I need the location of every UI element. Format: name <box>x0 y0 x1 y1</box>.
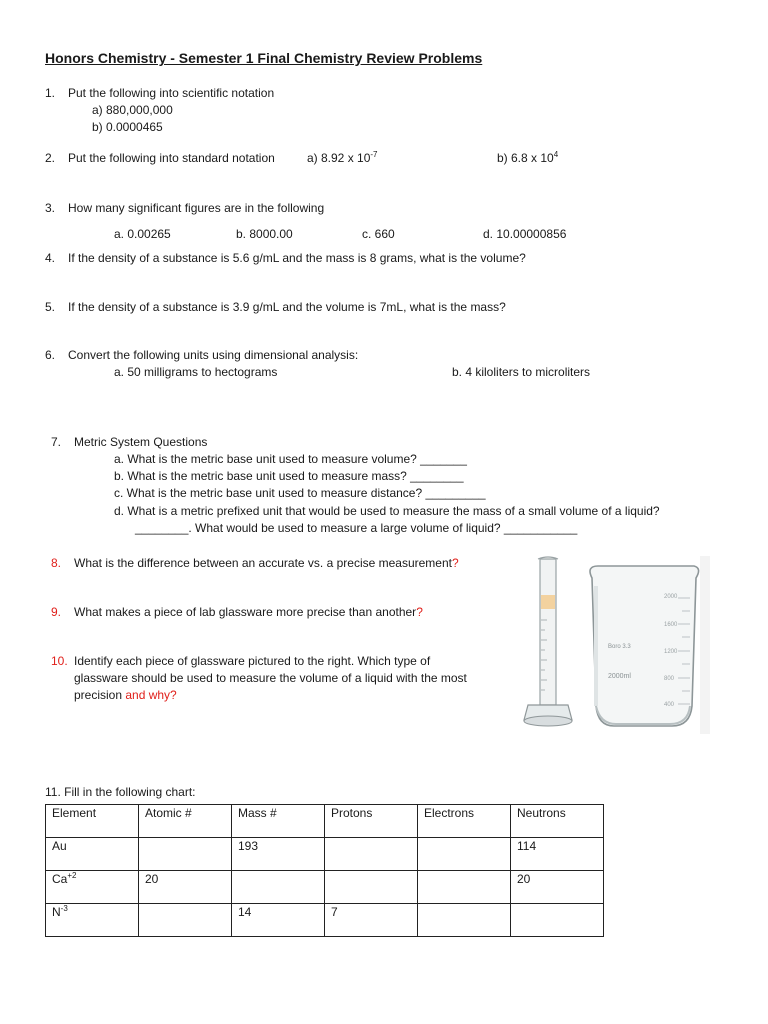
q7-option-c: c. What is the metric base unit used to measure distance? _________ <box>114 486 486 500</box>
table-header: Atomic # <box>139 805 232 838</box>
q7-number: 7. <box>51 435 62 449</box>
table-cell <box>418 871 511 904</box>
q10-line-2: glassware should be used to measure the volume of a liquid with the most <box>74 671 467 685</box>
beaker-mark-2000: 2000 <box>664 594 678 600</box>
q3-option-c: c. 660 <box>362 227 395 241</box>
table-cell <box>325 838 418 871</box>
table-cell: 7 <box>325 904 418 937</box>
table-row <box>46 871 604 904</box>
table-cell <box>325 871 418 904</box>
q6-number: 6. <box>45 348 56 362</box>
q6-text: Convert the following units using dimensional analysis: <box>68 348 359 362</box>
q2-text: Put the following into standard notation <box>68 151 275 165</box>
q1-option-b: b) 0.0000465 <box>92 120 163 134</box>
table-header: Protons <box>325 805 418 838</box>
q7-text: Metric System Questions <box>74 435 208 449</box>
q10-line-1: Identify each piece of glassware pictured to the right. Which type of <box>74 654 431 668</box>
q6-option-a: a. 50 milligrams to hectograms <box>114 365 278 379</box>
q10-number: 10. <box>51 654 68 668</box>
q6-option-b: b. 4 kiloliters to microliters <box>452 365 591 379</box>
q2-option-a: a) 8.92 x $10^{-7}$ <box>307 150 378 165</box>
q1-option-a: a) 880,000,000 <box>92 103 173 117</box>
q5-text: If the density of a substance is 3.9 g/mL and the volume is 7mL, what is the mass? <box>68 300 506 314</box>
table-header: Element <box>46 805 139 838</box>
table-cell <box>418 904 511 937</box>
q10-line-3: precision and why? <box>74 688 177 702</box>
beaker-brand-label: Boro 3.3 <box>608 644 631 650</box>
table-cell: Au <box>46 838 139 871</box>
q7-option-b: b. What is the metric base unit used to measure mass? ________ <box>114 469 464 483</box>
q8-text: What is the difference between an accurate vs. a precise measurement? <box>74 556 459 570</box>
table-cell: 20 <box>511 871 604 904</box>
q7-option-d: d. What is a metric prefixed unit that would be used to measure the mass of a small volume of a liquid? <box>114 504 660 518</box>
table-cell <box>232 871 325 904</box>
q4-text: If the density of a substance is 5.6 g/mL and the mass is 8 grams, what is the volume? <box>68 251 526 265</box>
q3-option-a: a. 0.00265 <box>114 227 171 241</box>
table-cell: 193 <box>232 838 325 871</box>
q8-number: 8. <box>51 556 62 570</box>
q7-option-d-continued: ________. What would be used to measure a large volume of liquid? ___________ <box>135 521 578 535</box>
q2-option-b: b) 6.8 x $10^4$ <box>497 150 559 165</box>
q4-number: 4. <box>45 251 56 265</box>
table-cell: 20 <box>139 871 232 904</box>
q9-text: What makes a piece of lab glassware more precise than another? <box>74 605 423 619</box>
beaker-mark-800: 800 <box>664 676 675 682</box>
table-header: Electrons <box>418 805 511 838</box>
beaker-mark-1200: 1200 <box>664 649 678 655</box>
table-row <box>46 904 604 937</box>
table-header: Neutrons <box>511 805 604 838</box>
table-cell: $N^{-3}$ <box>46 904 139 937</box>
q5-number: 5. <box>45 300 56 314</box>
table-cell <box>418 838 511 871</box>
q2-number: 2. <box>45 151 56 165</box>
table-header: Mass # <box>232 805 325 838</box>
q3-option-b: b. 8000.00 <box>236 227 293 241</box>
q11-text: 11. Fill in the following chart: <box>45 785 196 799</box>
q3-option-d: d. 10.00000856 <box>483 227 567 241</box>
table-cell <box>139 904 232 937</box>
element-chart <box>45 804 604 937</box>
q3-text: How many significant figures are in the following <box>68 201 325 215</box>
q9-number: 9. <box>51 605 62 619</box>
graduated-cylinder-image <box>520 555 580 735</box>
beaker-capacity-label: 2000ml <box>608 673 631 680</box>
table-cell: $Ca^{+2}$ <box>46 871 139 904</box>
table-cell: 14 <box>232 904 325 937</box>
q7-option-a: a. What is the metric base unit used to measure volume? _______ <box>114 452 467 466</box>
q1-number: 1. <box>45 86 56 100</box>
q1-text: Put the following into scientific notation <box>68 86 275 100</box>
beaker-image <box>584 556 710 734</box>
table-cell: 114 <box>511 838 604 871</box>
beaker-mark-1600: 1600 <box>664 622 678 628</box>
table-cell <box>511 904 604 937</box>
table-cell <box>139 838 232 871</box>
table-header-row <box>46 805 604 838</box>
page-title: Honors Chemistry - Semester 1 Final Chemistry Review Problems <box>45 50 483 66</box>
table-row <box>46 838 604 871</box>
q3-number: 3. <box>45 201 56 215</box>
beaker-mark-400: 400 <box>664 702 675 708</box>
